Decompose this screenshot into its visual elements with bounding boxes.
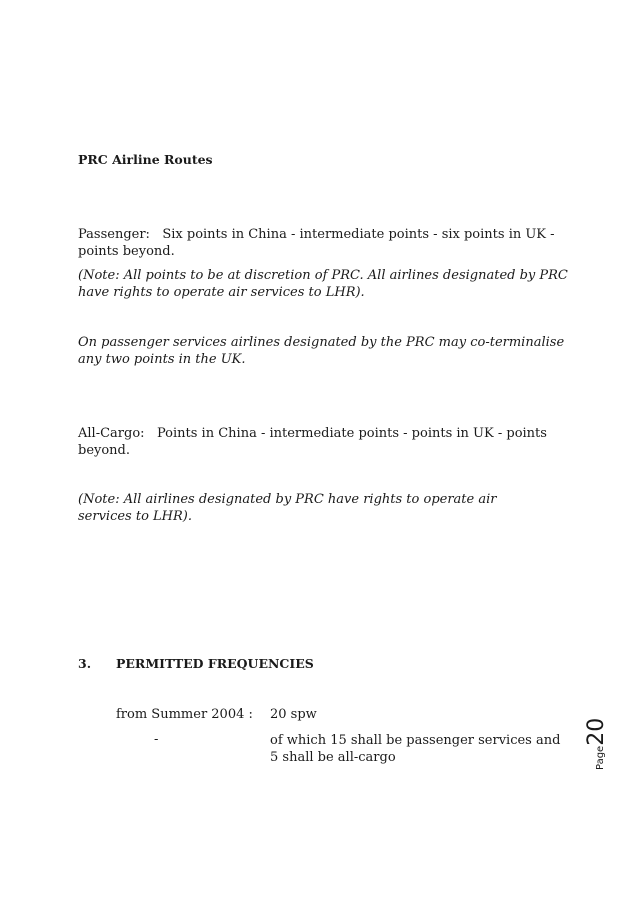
co-terminal-note: On passenger services airlines designated by the PRC may co-terminalise any two points in the UK. — [78, 335, 565, 367]
frequency-value: 20 spw — [270, 707, 317, 722]
section-title: PERMITTED FREQUENCIES — [116, 656, 314, 671]
frequency-value: of which 15 shall be passenger services and 5 shall be all-cargo — [270, 733, 561, 765]
passenger-text: Six points in China - intermediate points - six points in UK - points beyond. — [78, 227, 555, 259]
passenger-route — [78, 226, 568, 260]
cargo-text: Points in China - intermediate points - points in UK - points beyond. — [78, 426, 547, 458]
cargo-label: All-Cargo: — [78, 426, 145, 441]
page-digits: 20 — [584, 717, 609, 746]
page-number — [584, 700, 634, 770]
frequency-label: - — [154, 732, 159, 747]
page-word: Page — [595, 745, 606, 770]
frequency-label: from Summer 2004 : — [116, 707, 253, 722]
passenger-note: (Note: All points to be at discretion of PRC. All airlines designated by PRC have rights to operate air services to LHR). — [78, 268, 568, 300]
passenger-label: Passenger: — [78, 227, 150, 242]
section-heading: PRC Airline Routes — [78, 152, 213, 167]
section-number: 3. — [78, 656, 92, 671]
cargo-note: (Note: All airlines designated by PRC have rights to operate air services to LHR). — [78, 492, 497, 524]
cargo-route — [78, 425, 568, 459]
